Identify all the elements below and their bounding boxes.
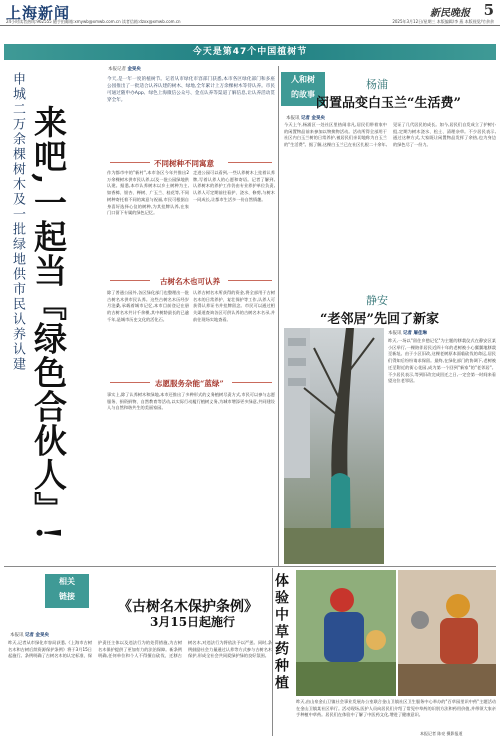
section-3-text: 事实上,除了认养树木和绿地,本市还推出了多种形式的义务植树尽责方式,市民可以参与志愿服务、捐资捐物、自然教育等活动,以实际行动履行植树义务,为城市增添更多绿意,共同建设人与自然和谐共生的美丽家园。 (107, 392, 275, 411)
heading-rule (110, 382, 150, 383)
feature-photo-left (296, 570, 396, 696)
related-headline: 《古树名木保护条例》 (118, 599, 258, 615)
related-tag-line-2: 链接 (59, 592, 75, 601)
dateline: 2025年3月12日/星期三 本版编辑/李 燕 本版视觉/竹余余 (392, 19, 494, 24)
heading-rule (110, 280, 150, 281)
page-number: 5 (483, 1, 494, 19)
lead-subtitle: 申城二万余棵树木及一批绿地供市民认养认建 (10, 72, 25, 372)
section-heading-1 (154, 158, 214, 169)
related-tag (45, 574, 89, 608)
section-1-column-a: 作为都市中的"新村",本市各区今年共推出2万余棵树木供市民认养,以及一批公园绿地供认建。据悉,本市认养树木以乡土树种为主,如香樟、银杏、榉树、广玉兰、桂花等,不同树种寄托着不同的寓意与祝福,市民可根据自身喜好选择心仪的树种,为其挂牌认养,在家门口留下专属的绿色记忆。 (107, 170, 189, 216)
lead-intro: 今天,是一年一度的植树节。记者从市绿化市容部门获悉,本市各区绿化部门和多座公园推出了一批适合认养认建的树木、绿地,全年累计上万余棵树木等待认养。市民可通过随申办App、绿色上海微信公众号、金点认养等渠道了解信息,让认养活动贯穿全年。 (107, 77, 275, 103)
section-heading-3 (155, 378, 224, 389)
sidebar-tag-line-2: 的故事 (291, 90, 315, 99)
reader-hotline: 24小时读者热线:962555 随手拍邮箱:xmywb@xmwb.com.cn 读者信箱:dzxx@xmwb.com.cn (6, 19, 181, 24)
feature-byline: 本报记者 陈亮 摄影报道 (420, 731, 463, 736)
section-heading-1-text: 不同树种不同寓意 (154, 159, 214, 168)
section-title: 上海新闻 (6, 4, 71, 22)
byline-label: 本报记者 (108, 67, 126, 72)
byline-reporter: 记者 屠佳琳 (402, 331, 428, 336)
section-heading-2 (160, 276, 220, 287)
tree-photo (284, 328, 384, 564)
story-2-district: 静安 (366, 294, 388, 307)
paper-name: 新民晚报 (430, 8, 470, 19)
sidebar-tag-line-1: 人和树 (291, 75, 315, 84)
section-heading-3-text: 志愿服务杂能“蓝绿” (155, 379, 224, 388)
byline-reporter: 记者 金旻矣 (300, 116, 326, 121)
byline-label: 本报讯 (286, 116, 300, 121)
lead-headline: 来吧,一起当『绿色合伙人』! (29, 105, 68, 541)
byline-label: 本报讯 (10, 633, 24, 638)
byline-reporter: 金旻矣 (127, 67, 141, 72)
arbor-day-banner: 今天是第47个中国植树节 (4, 44, 496, 60)
story-2-byline (388, 330, 427, 336)
story-1-byline (286, 115, 325, 121)
heading-rule (228, 280, 272, 281)
column-divider (278, 66, 279, 566)
heading-rule (232, 382, 272, 383)
related-byline (10, 632, 49, 638)
tree-photo-illustration (284, 328, 384, 564)
planting-photo-illustration (398, 570, 496, 696)
section-heading-2-text: 古树名木也可认养 (160, 277, 220, 286)
story-1-body: 今天上午,杨浦区一处社区里热闹非凡,居民们带着家中的闲置物品前来参加以物换物活动。活动所得全部用于社区内白玉兰树的日常养护,被居民们亲切地称为白玉兰的"生活费"。据了解,这棵白玉兰已在社区扎根二十余年,见证了几代居民的成长。如今,居民们自发成立了护树小组,定期为树木浇水、松土、清理杂草。不少居民表示,通过这种方式,大家既让闲置物品发挥了余热,也为身边的绿色尽了一份力。 (284, 122, 496, 148)
related-deck: 3月15日起施行 (150, 615, 236, 629)
section-2-column-a: 除了普通公园外,各区绿化部门也整理出一批古树名木供市民认养。这些古树名木历经岁月沧桑,承载着城市记忆,本市目前登记在册的古树名木共计千余棵,其中树龄最长的已逾千年,是城市历史文化的活化石。 (107, 290, 189, 322)
story-1-headline: 闵置品变白玉兰“生活费” (316, 96, 461, 111)
heading-rule (228, 162, 272, 163)
feature-headline: 体验中草药种植 (273, 573, 289, 692)
gardening-photo-illustration (296, 570, 396, 696)
story-2-headline: “老邻居”先回了新家 (320, 312, 439, 327)
lead-byline (108, 66, 141, 72)
feature-body: 昨天,由山泉金山卫镇社会事业发展办公室联合金山卫镇社区卫生服务中心举办的"百草园里识中药"主题活动在金山卫镇某社区举行。活动现场,医护人员向居民们介绍了常见中草药的识别方法和药用价值,并带领大家亲手种植中草药。居民们在体验中了解了中医药文化,增进了健康意识。 (296, 699, 496, 718)
byline-label: 本报讯 (388, 331, 402, 336)
byline-reporter: 记者 金旻矣 (24, 633, 50, 638)
story-2-body: 昨天,一场以"留住乡愁记忆"为主题的移栽仪式在静安区某小区举行,一棵陪伴居民近四十年的老树被小心翼翼地移栽至新址。由于小区旧改,这棵老树原本面临砍伐的命运,居民们得知后纷纷请求保留。最终,在绿化部门的协调下,老树被迁至附近的街心花园,成为第一个回到"新家"的"老邻居"。不少居民表示,等到旧改完成回迁之日,一定会第一时间来看望这位老邻居。 (388, 338, 496, 384)
row-divider (4, 566, 496, 567)
section-1-column-b: 走进公园可以看到,一些认养树木上挂着认养牌,写着认养人的心愿和寄语。记者了解到,认养树木的养护工作仍由专业养护单位负责,认养人可定期前往看护、浇水、修剪,与树木一同成长,让都市生活多一份自然情趣。 (193, 170, 275, 202)
section-2-column-b: 认养古树名木所获得的资金,将全部用于古树名木的日常养护、复壮保护等工作,认养人可获得认养证书并挂牌留念。市民可以通过相关渠道查询各区可供认养的古树名木名录,并前往现场实地查看。 (193, 290, 275, 322)
masthead (0, 0, 500, 26)
story-1-district: 杨浦 (366, 78, 388, 91)
heading-rule (110, 162, 150, 163)
related-tag-line-1: 相关 (59, 577, 75, 586)
feature-photo-right (398, 570, 496, 696)
related-body: 昨天,记者从市绿化市容局获悉,《上海市古树名木和古树后续资源保护条例》将于3月15日起施行。条例明确了古树名木的认定标准、保护责任主体以及违法行为的处罚措施,为古树名木保护提供了更加有力的法治保障。新条例明确,任何单位和个人不得擅自砍伐、迁移古树名木,对违法行为将依法予以严惩。同时,条例鼓励社会力量通过认养等方式参与古树名木保护,形成全社会共同爱绿护绿的良好氛围。 (8, 640, 272, 659)
